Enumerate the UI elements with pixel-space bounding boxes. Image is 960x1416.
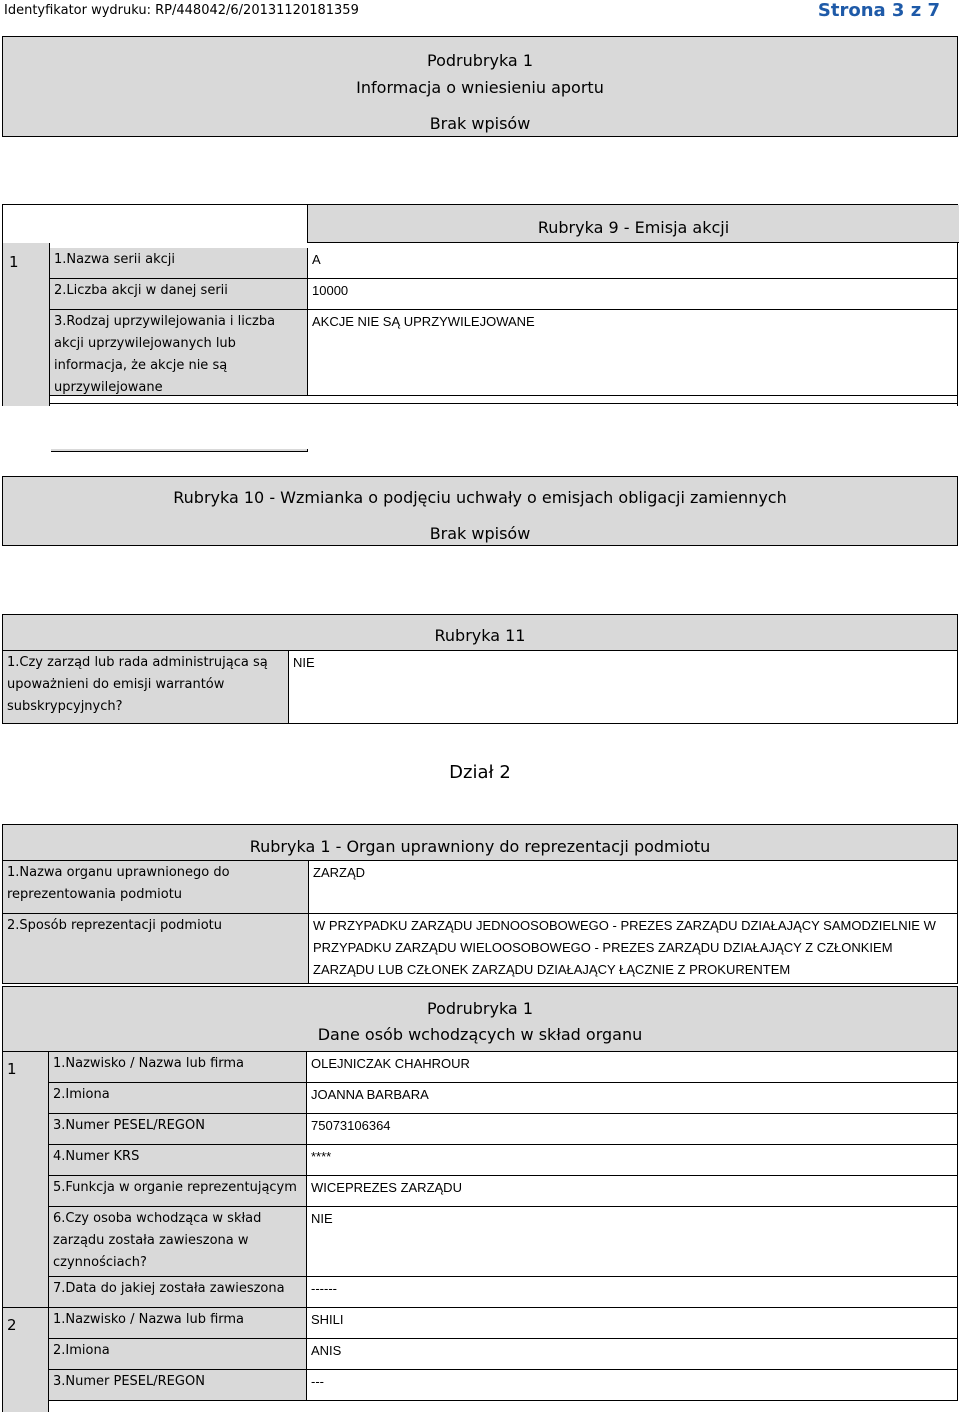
person-index-cell — [2, 1052, 49, 1308]
field-value-surname: OLEJNICZAK CHAHROUR — [307, 1052, 958, 1083]
section-title: Rubryka 1 - Organ uprawniony do reprezentacji podmiotu — [249, 837, 711, 856]
no-entries: Brak wpisów — [429, 114, 531, 133]
field-label-first-names: 2.Imiona — [49, 1083, 307, 1114]
section-title-cell — [307, 205, 959, 243]
field-label-krs: 4.Numer KRS — [49, 1145, 307, 1176]
subsection-title: Podrubryka 1 — [427, 51, 533, 70]
field-label-suspended-until: 7.Data do jakiej została zawieszona — [49, 1277, 307, 1308]
field-value-share-count: 10000 — [308, 279, 957, 310]
field-label-function: 5.Funkcja w organie reprezentującym — [49, 1176, 307, 1207]
divider — [50, 403, 958, 404]
field-label-surname: 1.Nazwisko / Nazwa lub firma — [49, 1308, 307, 1339]
field-label-pesel: 3.Numer PESEL/REGON — [49, 1114, 307, 1145]
section-title: Rubryka 10 - Wzmianka o podjęciu uchwały o emisjach obligacji zamiennych — [173, 488, 787, 507]
section-title-cell — [3, 825, 957, 861]
field-value-suspended-until: ------ — [307, 1277, 958, 1308]
field-value-warrants: NIE — [289, 651, 957, 723]
field-value-function: WICEPREZES ZARZĄDU — [307, 1176, 958, 1207]
field-value-representation-method: W PRZYPADKU ZARZĄDU JEDNOOSOBOWEGO - PREZES ZARZĄDU DZIAŁAJĄCY SAMODZIELNIE W PRZYPADKU ZARZĄDU WIELOOSOBOWEGO - PREZES ZARZĄDU DZIAŁAJĄCY Z CZŁONKIEM ZARZĄDU LUB CZŁONEK ZARZĄDU DZIAŁAJĄCY ŁĄCZNIE Z PROKURENTEM — [309, 914, 957, 983]
print-identifier: Identyfikator wydruku: RP/448042/6/20131120181359 — [4, 3, 359, 18]
section-title-cell — [3, 615, 957, 651]
field-value-series-name: A — [308, 248, 957, 279]
subsection-subtitle: Dane osób wchodzących w skład organu — [317, 1025, 643, 1044]
field-label-series-name: 1.Nazwa serii akcji — [50, 248, 308, 279]
field-value-first-names: JOANNA BARBARA — [307, 1083, 958, 1114]
field-label-surname: 1.Nazwisko / Nazwa lub firma — [49, 1052, 307, 1083]
subsection-contribution — [2, 36, 958, 137]
field-value-surname: SHILI — [307, 1308, 958, 1339]
field-value-preference-type: AKCJE NIE SĄ UPRZYWILEJOWANE — [308, 310, 957, 396]
subsection-title: Podrubryka 1 — [427, 999, 533, 1018]
subsection-members — [2, 986, 958, 1052]
person-index-cell — [2, 1308, 49, 1412]
field-value-pesel: 75073106364 — [307, 1114, 958, 1145]
division-title: Dział 2 — [449, 762, 511, 783]
person-index: 1 — [7, 1060, 17, 1078]
field-label-share-count: 2.Liczba akcji w danej serii — [50, 279, 308, 310]
no-entries: Brak wpisów — [429, 524, 531, 543]
field-label-organ-name: 1.Nazwa organu uprawnionego do reprezentowania podmiotu — [3, 861, 309, 914]
section-warrants — [2, 614, 958, 724]
page-number: Strona 3 z 7 — [817, 0, 940, 21]
section-title: Rubryka 9 - Emisja akcji — [537, 218, 730, 237]
field-label-preference-type: 3.Rodzaj uprzywilejowania i liczba akcji uprzywilejowanych lub informacja, że akcje nie są uprzywilejowane — [50, 310, 308, 396]
row-index-cell — [3, 243, 50, 406]
section-title: Rubryka 11 — [434, 626, 526, 645]
field-value-suspended: NIE — [307, 1207, 958, 1277]
field-value-krs: **** — [307, 1145, 958, 1176]
section-bonds — [2, 476, 958, 546]
field-value-first-names: ANIS — [307, 1339, 958, 1370]
section-representation — [2, 824, 958, 984]
field-label-first-names: 2.Imiona — [49, 1339, 307, 1370]
field-label-representation-method: 2.Sposób reprezentacji podmiotu — [3, 914, 309, 983]
person-index: 2 — [7, 1316, 17, 1334]
field-label-pesel: 3.Numer PESEL/REGON — [49, 1370, 307, 1401]
field-label-warrants: 1.Czy zarząd lub rada administrująca są upoważnieni do emisji warrantów subskrypcyjnych? — [3, 651, 289, 723]
field-value-pesel: --- — [307, 1370, 958, 1401]
field-label-suspended: 6.Czy osoba wchodząca w skład zarządu została zawieszona w czynnościach? — [49, 1207, 307, 1277]
row-index: 1 — [9, 253, 19, 271]
subsection-subtitle: Informacja o wniesieniu aportu — [356, 78, 604, 97]
field-value-organ-name: ZARZĄD — [309, 861, 957, 914]
